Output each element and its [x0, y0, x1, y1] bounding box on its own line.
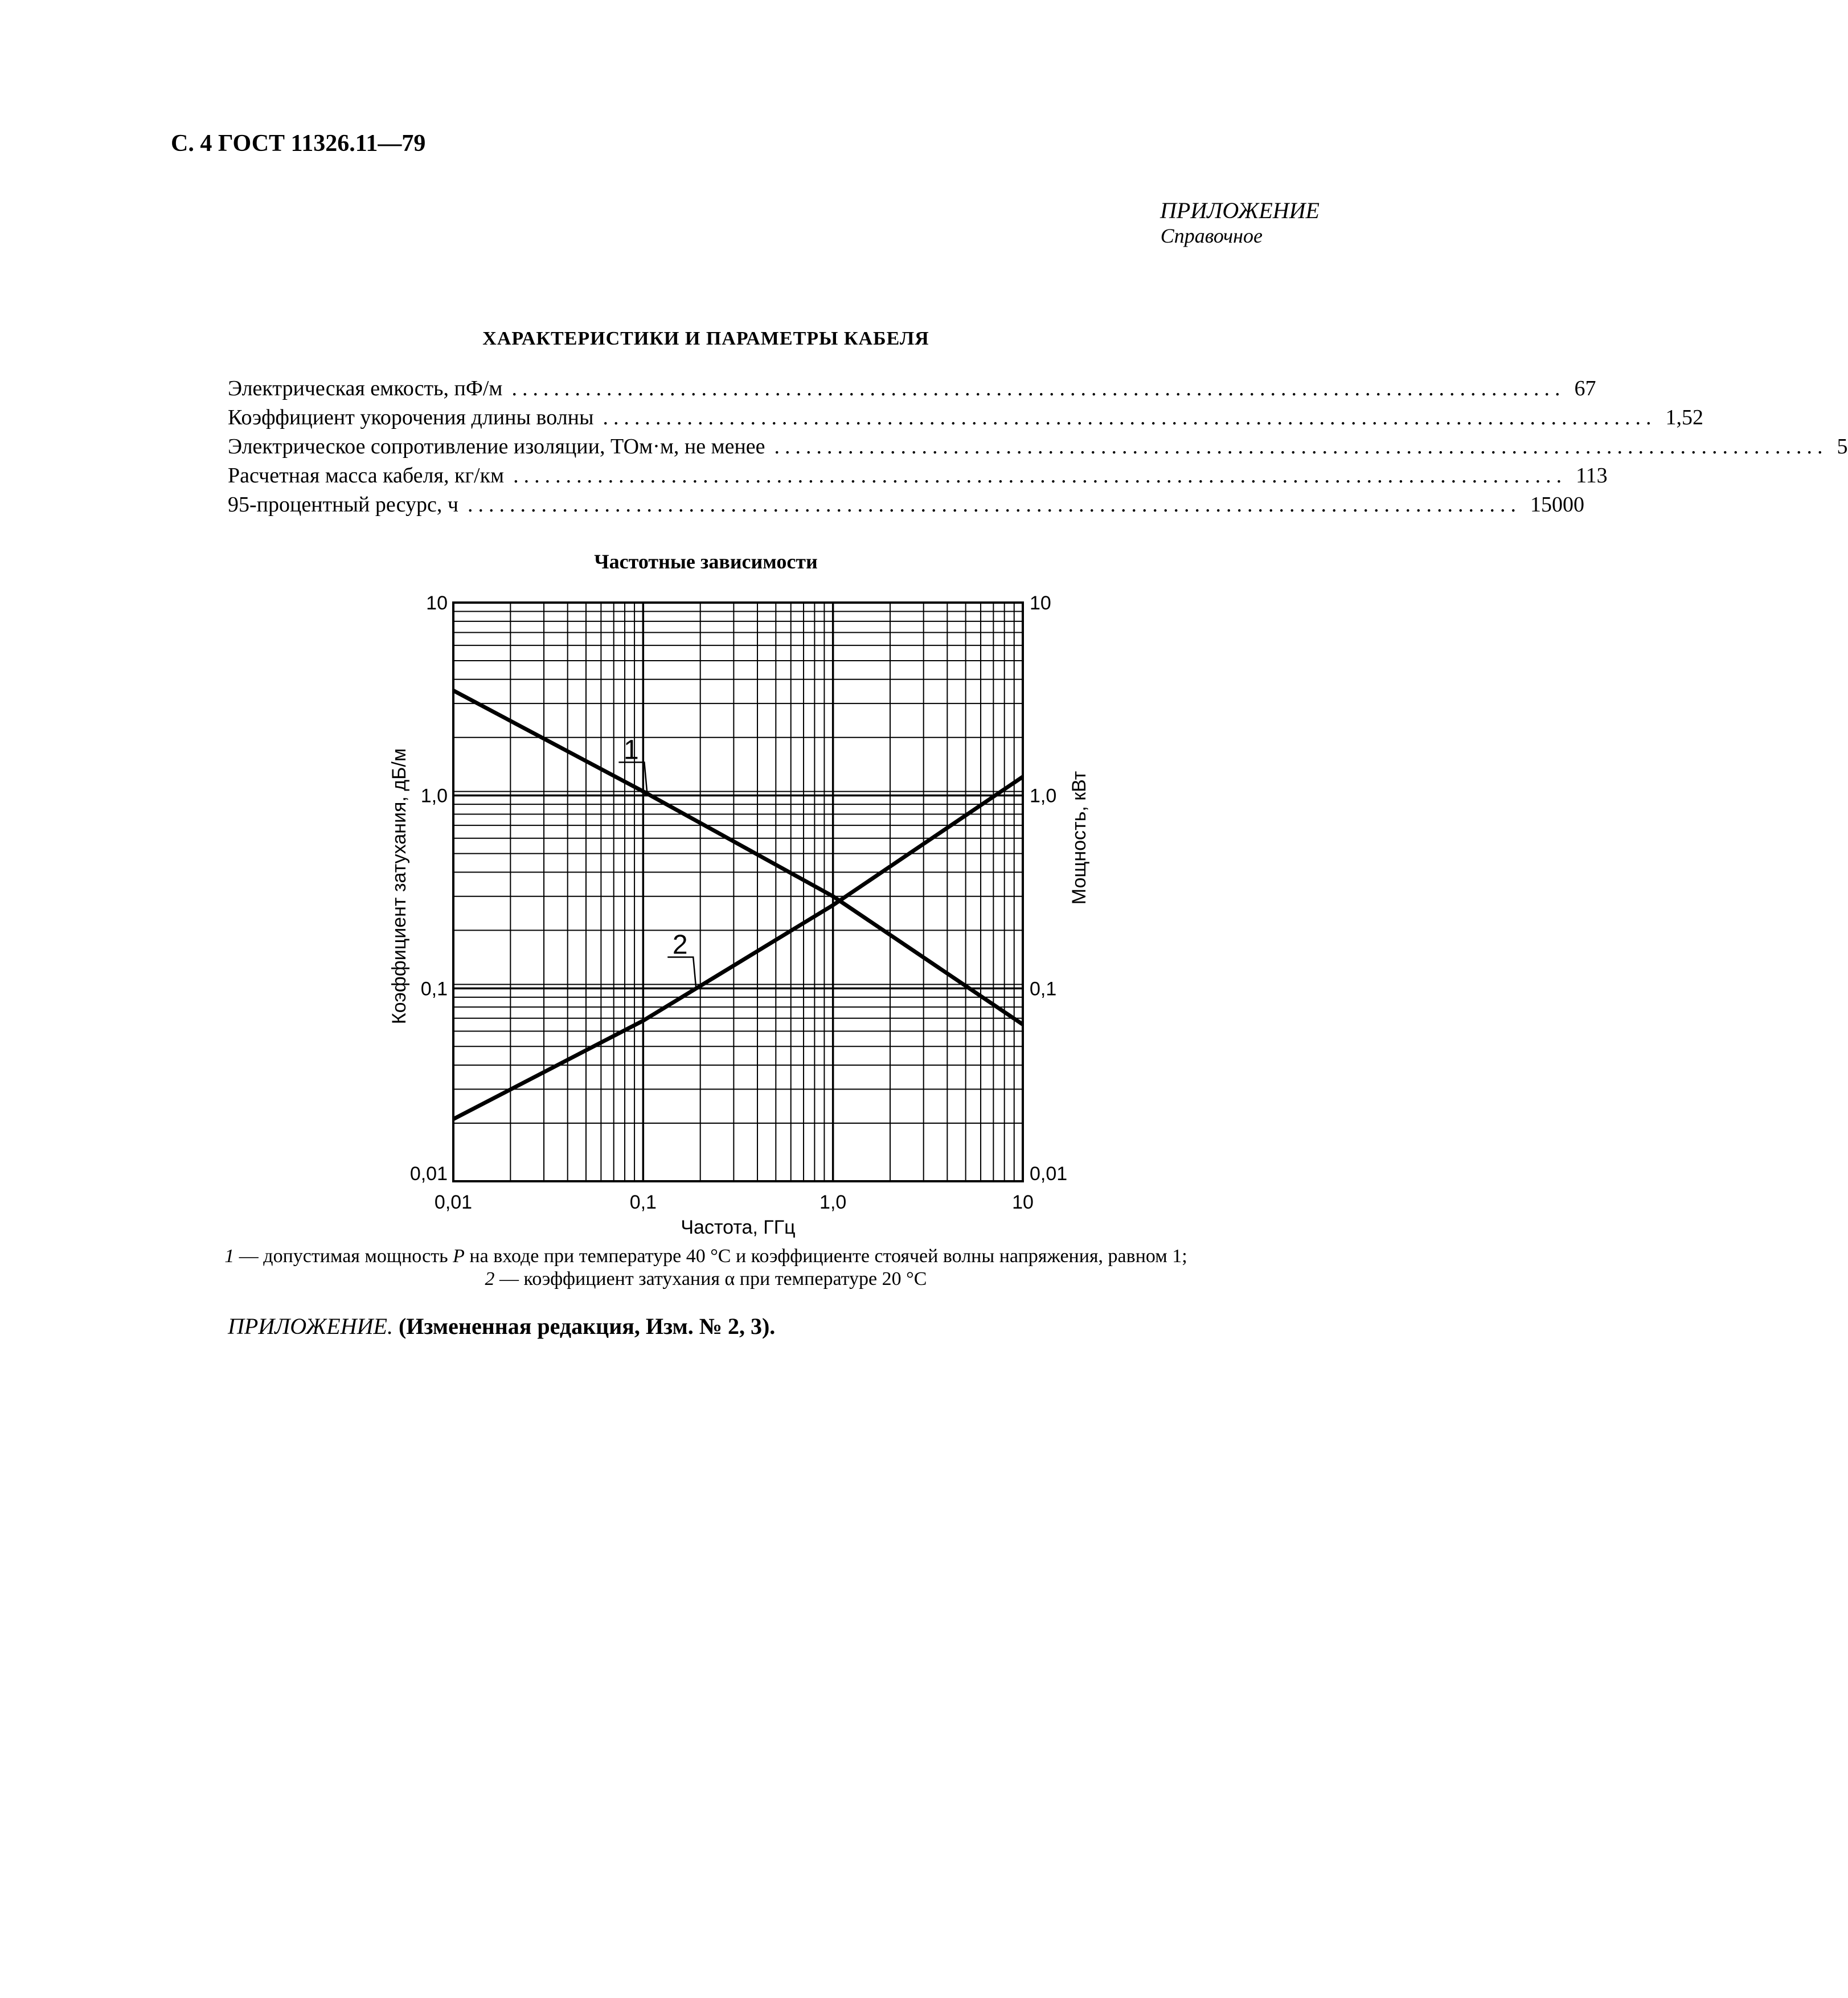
leader-dots: .................................................................................................... — [603, 406, 1657, 429]
appendix-subtitle: Справочное — [1160, 224, 1263, 247]
parameter-label: 95-процентный ресурс, ч — [228, 493, 458, 517]
amendment-note — [228, 1313, 775, 1340]
parameter-label: Расчетная масса кабеля, кг/км — [228, 464, 505, 488]
caption-variable: P — [453, 1246, 465, 1267]
y-tick-label-left: 0,01 — [409, 1163, 448, 1185]
chart-title: Частотные зависимости — [594, 550, 818, 573]
x-tick-label: 1,0 — [819, 1192, 847, 1213]
caption-number: 2 — [485, 1268, 495, 1289]
parameter-value: 15000 — [1530, 493, 1584, 517]
leader-dots: .................................................................................................... — [511, 376, 1566, 400]
page-header: С. 4 ГОСТ 11326.11—79 — [171, 130, 426, 157]
parameter-row — [228, 434, 1848, 463]
amendment-text: (Измененная редакция, Изм. № 2, 3). — [398, 1313, 776, 1339]
caption-line-1 — [0, 1245, 1412, 1268]
parameter-value: 113 — [1576, 464, 1608, 488]
leader-dots: .................................................................................................... — [774, 435, 1828, 458]
leader-dots: .................................................................................................... — [513, 464, 1567, 488]
chart-caption — [0, 1245, 1412, 1291]
series-leader-line — [667, 957, 696, 989]
series-line-1 — [453, 690, 1023, 1024]
y-tick-label-right: 0,01 — [1030, 1163, 1068, 1185]
chart-labels — [388, 748, 1090, 1238]
amendment-label: ПРИЛОЖЕНИЕ. — [228, 1313, 393, 1339]
y-tick-label-right: 10 — [1030, 592, 1051, 614]
parameter-value: 5 — [1837, 435, 1848, 458]
appendix-label — [1160, 198, 1320, 248]
chart-ticks — [410, 592, 1067, 1213]
section-title: ХАРАКТЕРИСТИКИ И ПАРАМЕТРЫ КАБЕЛЯ — [482, 328, 929, 349]
frequency-chart — [364, 581, 1105, 1236]
x-tick-label: 0,01 — [434, 1192, 473, 1213]
parameter-row — [228, 492, 1584, 521]
series-line-2 — [453, 777, 1023, 1119]
parameter-row — [228, 376, 1596, 405]
x-tick-label: 0,1 — [629, 1192, 657, 1213]
caption-text: — коэффициент затухания — [494, 1268, 725, 1289]
parameter-label: Электрическая емкость, пФ/м — [228, 376, 503, 400]
y-axis-label-left: Коэффициент затухания, дБ/м — [388, 748, 410, 1025]
y-tick-label-left: 10 — [426, 592, 448, 614]
appendix-title: ПРИЛОЖЕНИЕ — [1160, 198, 1320, 223]
y-tick-label-left: 1,0 — [420, 785, 448, 807]
caption-variable: α — [724, 1268, 735, 1289]
caption-text: на входе при температуре 40 °С и коэффициенте стоячей волны напряжения, равном 1; — [464, 1246, 1187, 1267]
y-tick-label-left: 0,1 — [420, 978, 448, 1000]
parameter-value: 67 — [1574, 376, 1596, 400]
parameters-list — [228, 376, 1848, 521]
plot-frame — [453, 603, 1023, 1181]
y-tick-label-right: 1,0 — [1030, 785, 1057, 807]
y-axis-label-right: Мощность, кВт — [1068, 771, 1090, 905]
y-tick-label-right: 0,1 — [1030, 978, 1057, 1000]
series-number-label: 1 — [624, 735, 639, 765]
x-axis-label: Частота, ГГц — [681, 1217, 796, 1238]
leader-dots: .................................................................................................... — [468, 493, 1521, 517]
caption-text: при температуре 20 °С — [735, 1268, 927, 1289]
parameter-row — [228, 405, 1704, 434]
caption-text: — допустимая мощность — [234, 1246, 453, 1267]
chart-grid — [453, 603, 1023, 1181]
caption-number: 1 — [224, 1246, 235, 1267]
caption-line-2 — [0, 1268, 1412, 1291]
parameter-value: 1,52 — [1665, 406, 1704, 429]
parameter-label: Электрическое сопротивление изоляции, ТОм·м, не менее — [228, 435, 765, 458]
parameter-label: Коэффициент укорочения длины волны — [228, 406, 594, 429]
series-number-label: 2 — [672, 930, 688, 960]
x-tick-label: 10 — [1012, 1192, 1034, 1213]
parameter-row — [228, 463, 1608, 492]
chart-series — [453, 690, 1023, 1119]
